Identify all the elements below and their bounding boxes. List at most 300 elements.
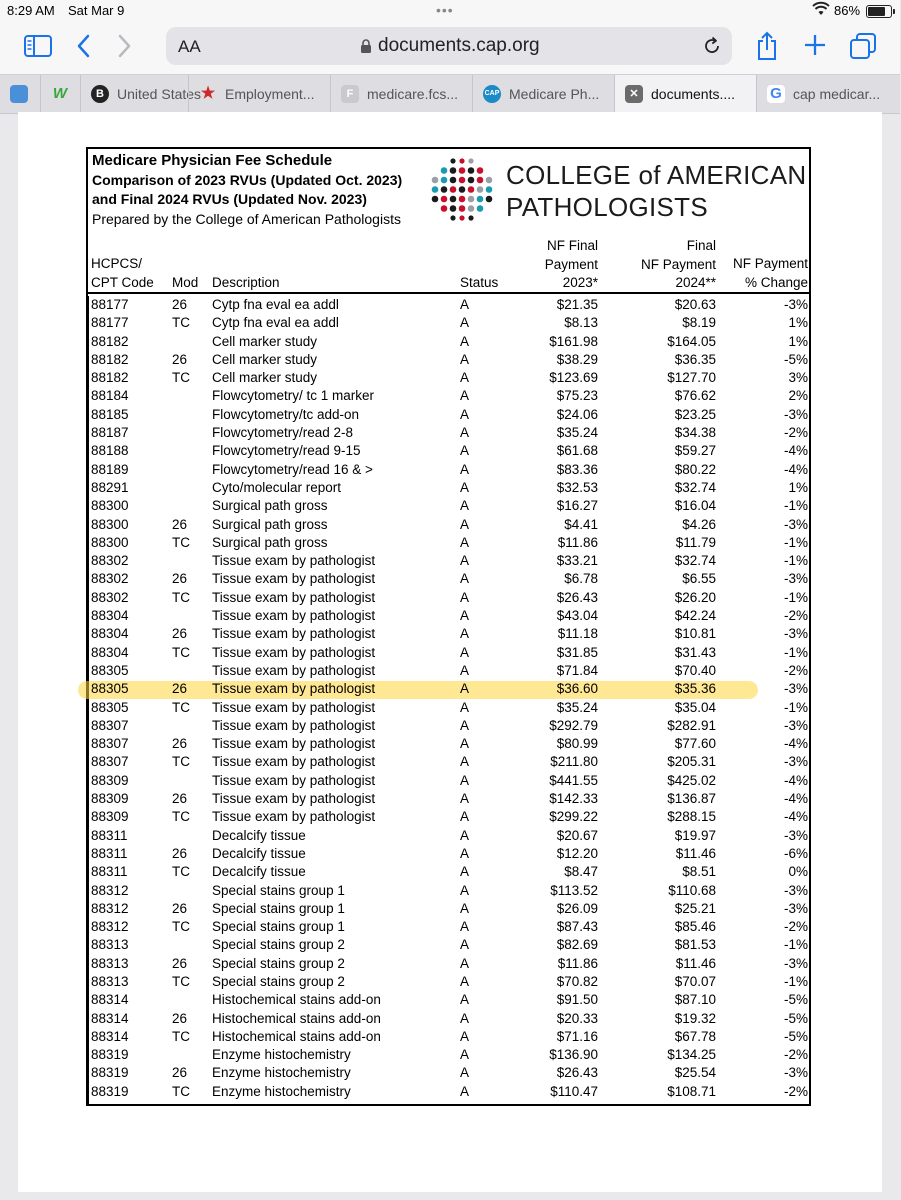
cell-payment-2024: $11.79 [675, 534, 716, 550]
cell-payment-2023: $71.84 [556, 662, 598, 678]
cell-status: A [460, 937, 470, 953]
cell-percent-change: -4% [783, 809, 808, 825]
back-icon[interactable] [76, 34, 90, 63]
cell-mod: TC [172, 699, 190, 715]
cell-percent-change: -4% [783, 736, 808, 752]
cell-status: A [460, 461, 470, 477]
cell-mod: TC [172, 534, 190, 550]
tab-item[interactable] [330, 75, 473, 113]
cell-status: A [460, 644, 470, 660]
cell-payment-2024: $32.74 [674, 553, 716, 569]
cell-mod: TC [172, 919, 190, 935]
cell-description: Tissue exam by pathologist [212, 717, 376, 733]
cell-status: A [460, 1010, 470, 1026]
table-row-highlighted [88, 680, 809, 698]
tab-favicon: CAP [483, 85, 501, 103]
tab-label: United States [117, 86, 202, 102]
cell-payment-2023: $24.06 [556, 406, 598, 422]
cell-code: 88302 [91, 589, 129, 605]
cell-percent-change: -3% [783, 406, 808, 422]
cell-payment-2024: $164.05 [667, 333, 716, 349]
cell-description: Special stains group 2 [212, 955, 345, 971]
cell-payment-2023: $123.69 [549, 370, 598, 386]
cell-percent-change: -3% [783, 900, 808, 916]
cell-payment-2023: $20.67 [556, 827, 598, 843]
cell-status: A [460, 681, 470, 697]
address-bar[interactable] [166, 27, 732, 65]
cell-status: A [460, 992, 470, 1008]
cell-percent-change: -3% [783, 882, 808, 898]
table-row [88, 900, 809, 918]
sidebar-icon[interactable] [24, 35, 52, 62]
cell-description: Tissue exam by pathologist [212, 553, 376, 569]
multitasking-dots-icon[interactable]: ••• [436, 2, 454, 18]
cell-mod: TC [172, 370, 190, 386]
cell-status: A [460, 297, 470, 312]
cell-payment-2023: $70.82 [556, 973, 598, 989]
cell-payment-2023: $8.13 [564, 315, 598, 331]
table-row [88, 772, 809, 790]
cell-mod: 26 [172, 1065, 188, 1081]
cell-code: 88319 [91, 1083, 129, 1099]
table-row [88, 717, 809, 735]
cell-percent-change: -5% [783, 351, 808, 367]
cell-mod: 26 [172, 791, 188, 807]
cell-payment-2024: $77.60 [674, 736, 716, 752]
cell-payment-2023: $38.29 [556, 351, 598, 367]
cell-description: Flowcytometry/tc add-on [212, 406, 360, 422]
cell-payment-2023: $6.78 [564, 571, 598, 587]
cell-description: Special stains group 1 [212, 919, 345, 935]
cell-description: Decalcify tissue [212, 827, 306, 843]
cell-status: A [460, 900, 470, 916]
cell-payment-2024: $76.62 [674, 388, 716, 404]
org-name-line: COLLEGE of AMERICAN [506, 160, 807, 190]
new-tab-icon[interactable] [804, 34, 826, 61]
cell-code: 88309 [91, 809, 129, 825]
cell-description: Cell marker study [212, 333, 318, 349]
cell-status: A [460, 882, 470, 898]
cell-payment-2024: $110.68 [668, 882, 716, 898]
cell-payment-2023: $43.04 [556, 608, 598, 624]
cell-percent-change: -2% [783, 662, 808, 678]
status-time: 8:29 AM [7, 3, 55, 18]
table-row [88, 625, 809, 643]
cell-code: 88309 [91, 791, 129, 807]
tab-overview-icon[interactable] [850, 33, 876, 64]
battery-percent: 86% [834, 3, 861, 18]
cell-status: A [460, 772, 470, 788]
cell-payment-2024: $59.27 [674, 443, 716, 459]
cell-description: Decalcify tissue [212, 864, 306, 880]
cell-code: 88312 [91, 882, 129, 898]
tab-item[interactable] [756, 75, 901, 113]
cell-percent-change: -5% [783, 992, 808, 1008]
cell-status: A [460, 534, 470, 550]
tab-favicon: F [341, 85, 359, 103]
cell-percent-change: -3% [783, 955, 808, 971]
cell-payment-2024: $25.54 [674, 1065, 716, 1081]
cell-percent-change: -2% [783, 1083, 808, 1099]
cell-mod: 26 [172, 900, 188, 916]
cell-code: 88312 [91, 919, 129, 935]
cell-description: Cyto/molecular report [212, 479, 342, 495]
cell-percent-change: -4% [783, 443, 808, 459]
cell-code: 88187 [91, 425, 129, 441]
cell-description: Cytp fna eval ea addl [212, 315, 339, 331]
table-row [88, 479, 809, 497]
cell-mod: TC [172, 1083, 190, 1099]
cell-code: 88305 [91, 681, 129, 697]
cell-payment-2024: $282.91 [667, 717, 716, 733]
cell-payment-2023: $32.53 [556, 479, 598, 495]
cell-percent-change: -1% [783, 644, 808, 660]
cell-payment-2024: $8.51 [682, 864, 716, 880]
cell-status: A [460, 388, 470, 404]
table-row [88, 1064, 809, 1082]
cell-payment-2023: $11.86 [557, 955, 598, 971]
cell-description: Flowcytometry/read 2-8 [212, 425, 354, 441]
cell-percent-change: -5% [783, 1010, 808, 1026]
table-row [88, 1010, 809, 1028]
cell-percent-change: 1% [788, 479, 808, 495]
table-row [88, 589, 809, 607]
table-row [88, 497, 809, 515]
table-row [88, 1083, 809, 1101]
cell-percent-change: 1% [788, 333, 808, 349]
table-row [88, 442, 809, 460]
cell-percent-change: -6% [783, 845, 808, 861]
cap-logo-icon [428, 155, 496, 225]
cell-percent-change: -3% [783, 516, 808, 532]
cell-mod: TC [172, 644, 190, 660]
cell-percent-change: -2% [783, 1047, 808, 1063]
cell-payment-2024: $134.25 [667, 1047, 716, 1063]
cell-description: Flowcytometry/ tc 1 marker [212, 388, 375, 404]
table-row [88, 333, 809, 351]
cell-payment-2023: $441.55 [549, 772, 598, 788]
table-row [88, 607, 809, 625]
table-row [88, 424, 809, 442]
cell-code: 88291 [91, 479, 129, 495]
cell-payment-2023: $12.20 [556, 845, 598, 861]
cell-percent-change: -4% [783, 461, 808, 477]
cell-payment-2024: $35.04 [674, 699, 716, 715]
header-percent-change: NF Payment % Change [732, 256, 808, 290]
cell-description: Tissue exam by pathologist [212, 699, 376, 715]
cell-description: Flowcytometry/read 16 & > [212, 461, 373, 477]
cell-payment-2024: $425.02 [667, 772, 716, 788]
cell-code: 88314 [91, 1010, 129, 1026]
cell-percent-change: -4% [783, 791, 808, 807]
cell-percent-change: -1% [783, 699, 808, 715]
header-divider [88, 292, 809, 294]
status-bar [0, 0, 900, 22]
table-row [88, 662, 809, 680]
cell-payment-2024: $19.97 [674, 827, 716, 843]
cell-status: A [460, 1065, 470, 1081]
cell-status: A [460, 516, 470, 532]
cell-payment-2023: $80.99 [556, 736, 598, 752]
cell-status: A [460, 370, 470, 386]
cell-code: 88307 [91, 717, 129, 733]
document-title: Medicare Physician Fee Schedule [92, 152, 333, 169]
share-icon[interactable] [756, 31, 778, 66]
table-row [88, 314, 809, 332]
cell-payment-2023: $31.85 [556, 644, 598, 660]
cell-status: A [460, 791, 470, 807]
table-row [88, 808, 809, 826]
cell-code: 88302 [91, 553, 129, 569]
table-row [88, 516, 809, 534]
tab-item[interactable] [188, 75, 331, 113]
cell-status: A [460, 754, 470, 770]
cell-description: Enzyme histochemistry [212, 1047, 351, 1063]
cell-percent-change: 0% [788, 864, 808, 880]
cell-payment-2024: $205.31 [667, 754, 716, 770]
cell-payment-2023: $11.86 [557, 534, 598, 550]
tab-favicon [10, 85, 28, 103]
table-row [88, 955, 809, 973]
cell-code: 88313 [91, 973, 129, 989]
cell-payment-2024: $34.38 [674, 425, 716, 441]
cell-mod: 26 [172, 736, 188, 752]
cell-percent-change: -2% [783, 919, 808, 935]
cell-payment-2024: $108.71 [667, 1083, 716, 1099]
cell-mod: 26 [172, 845, 188, 861]
header-description: Description [212, 275, 280, 290]
tab-label: Employment... [225, 86, 315, 102]
cell-status: A [460, 553, 470, 569]
cell-percent-change: -2% [783, 425, 808, 441]
cell-description: Tissue exam by pathologist [212, 791, 376, 807]
reader-options-button[interactable]: AA [178, 37, 201, 56]
tab-item[interactable] [0, 75, 40, 113]
cell-payment-2024: $136.87 [667, 791, 716, 807]
cell-payment-2024: $70.07 [674, 973, 716, 989]
url-text: documents.cap.org [378, 35, 540, 56]
cell-percent-change: -3% [783, 297, 808, 312]
cell-description: Cell marker study [212, 370, 318, 386]
cell-status: A [460, 315, 470, 331]
cell-percent-change: -1% [783, 589, 808, 605]
cell-payment-2023: $91.50 [556, 992, 598, 1008]
cell-status: A [460, 589, 470, 605]
cell-payment-2023: $82.69 [556, 937, 598, 953]
battery-icon [866, 5, 892, 18]
cell-code: 88309 [91, 772, 129, 788]
header-payment-2024: Final NF Payment 2024** [640, 238, 716, 290]
cell-payment-2023: $11.18 [557, 626, 598, 642]
table-row [88, 406, 809, 424]
cell-payment-2023: $20.33 [556, 1010, 598, 1026]
cell-code: 88304 [91, 626, 129, 642]
cell-payment-2024: $10.81 [674, 626, 716, 642]
cell-code: 88313 [91, 937, 129, 953]
header-mod: Mod [172, 275, 199, 290]
cell-code: 88314 [91, 1028, 129, 1044]
org-name [506, 159, 806, 223]
cell-code: 88182 [91, 333, 129, 349]
table-body [88, 296, 809, 1101]
cell-description: Tissue exam by pathologist [212, 571, 376, 587]
cell-payment-2023: $36.60 [556, 681, 598, 697]
cell-code: 88307 [91, 736, 129, 752]
cell-percent-change: -3% [783, 626, 808, 642]
table-row [88, 1046, 809, 1064]
cell-status: A [460, 608, 470, 624]
table-row [88, 827, 809, 845]
cell-description: Special stains group 2 [212, 973, 345, 989]
cell-status: A [460, 973, 470, 989]
cell-percent-change: 3% [788, 370, 808, 386]
cell-code: 88177 [91, 297, 129, 312]
table-row [88, 461, 809, 479]
cell-description: Tissue exam by pathologist [212, 809, 376, 825]
table-row [88, 790, 809, 808]
document-subtitle: and Final 2024 RVUs (Updated Nov. 2023) [92, 191, 367, 207]
cell-status: A [460, 333, 470, 349]
reload-icon[interactable] [702, 36, 722, 61]
cell-description: Histochemical stains add-on [212, 992, 381, 1008]
cell-payment-2023: $211.80 [550, 754, 598, 770]
cell-description: Special stains group 1 [212, 882, 345, 898]
table-row [88, 973, 809, 991]
cell-mod: TC [172, 809, 190, 825]
cell-payment-2024: $19.32 [674, 1010, 716, 1026]
cell-payment-2024: $8.19 [682, 315, 716, 331]
cell-payment-2023: $26.09 [556, 900, 598, 916]
cell-mod: 26 [172, 516, 188, 532]
close-tab-icon[interactable]: ✕ [625, 85, 643, 103]
table-row [88, 735, 809, 753]
table-row [88, 534, 809, 552]
tab-item-active[interactable] [614, 75, 757, 113]
cell-code: 88184 [91, 388, 129, 404]
cell-payment-2023: $21.35 [556, 297, 598, 312]
cell-code: 88311 [91, 827, 128, 843]
cell-payment-2023: $33.21 [556, 553, 598, 569]
tab-favicon: B [91, 85, 109, 103]
cell-status: A [460, 955, 470, 971]
table-row [88, 644, 809, 662]
cell-description: Tissue exam by pathologist [212, 626, 376, 642]
cell-code: 88314 [91, 992, 129, 1008]
table-row [88, 845, 809, 863]
cell-payment-2023: $142.33 [549, 791, 598, 807]
cell-mod: 26 [172, 351, 188, 367]
cell-payment-2023: $71.16 [556, 1028, 598, 1044]
cell-description: Enzyme histochemistry [212, 1083, 351, 1099]
cell-description: Special stains group 2 [212, 937, 345, 953]
cell-payment-2024: $127.70 [667, 370, 716, 386]
org-name-line: PATHOLOGISTS [506, 192, 709, 222]
cell-payment-2023: $113.52 [550, 882, 598, 898]
lock-icon [360, 39, 372, 59]
cell-code: 88304 [91, 644, 129, 660]
tab-label: cap medicar... [793, 86, 881, 102]
cell-payment-2023: $87.43 [556, 919, 598, 935]
cell-code: 88304 [91, 608, 129, 624]
cell-percent-change: -1% [783, 498, 808, 514]
cell-code: 88189 [91, 461, 129, 477]
cell-percent-change: 1% [788, 315, 808, 331]
cell-payment-2024: $87.10 [674, 992, 716, 1008]
cell-mod: TC [172, 1028, 190, 1044]
table-row [88, 1028, 809, 1046]
cell-payment-2023: $136.90 [549, 1047, 598, 1063]
table-row [88, 863, 809, 881]
cell-payment-2024: $80.22 [674, 461, 716, 477]
tab-favicon: W [52, 85, 68, 102]
cell-payment-2023: $61.68 [556, 443, 598, 459]
cell-payment-2023: $4.41 [564, 516, 598, 532]
cell-percent-change: 2% [788, 388, 808, 404]
cell-code: 88188 [91, 443, 129, 459]
cell-mod: 26 [172, 297, 188, 312]
cell-mod: TC [172, 864, 190, 880]
cell-payment-2024: $67.78 [674, 1028, 716, 1044]
cell-payment-2023: $83.36 [556, 461, 598, 477]
cell-payment-2024: $288.15 [667, 809, 716, 825]
cell-code: 88177 [91, 315, 129, 331]
cell-code: 88300 [91, 498, 129, 514]
cell-payment-2024: $4.26 [682, 516, 716, 532]
table-row [88, 882, 809, 900]
table-row [88, 351, 809, 369]
cell-payment-2023: $26.43 [556, 589, 598, 605]
cell-payment-2023: $8.47 [564, 864, 598, 880]
cell-mod: 26 [172, 681, 188, 697]
forward-icon[interactable] [118, 34, 132, 63]
tab-item[interactable] [472, 75, 615, 113]
cell-code: 88300 [91, 534, 129, 550]
battery-fill [868, 7, 885, 16]
cell-description: Surgical path gross [212, 498, 328, 514]
cell-payment-2023: $299.22 [549, 809, 598, 825]
cell-status: A [460, 662, 470, 678]
tab-item[interactable] [40, 75, 81, 113]
cell-mod: 26 [172, 1010, 188, 1026]
cell-payment-2024: $81.53 [674, 937, 716, 953]
tab-bar [0, 74, 900, 114]
cell-code: 88311 [91, 845, 128, 861]
cell-payment-2024: $35.36 [674, 681, 716, 697]
cell-status: A [460, 736, 470, 752]
cell-mod: 26 [172, 955, 188, 971]
browser-toolbar [0, 22, 900, 74]
cell-percent-change: -3% [783, 827, 808, 843]
cell-code: 88300 [91, 516, 129, 532]
cell-mod: TC [172, 589, 190, 605]
cell-description: Special stains group 1 [212, 900, 345, 916]
header-code: HCPCS/ CPT Code [91, 256, 154, 290]
cell-payment-2024: $70.40 [674, 662, 716, 678]
cell-percent-change: -2% [783, 608, 808, 624]
cell-status: A [460, 1083, 470, 1099]
cell-payment-2024: $32.74 [674, 479, 716, 495]
cell-payment-2023: $26.43 [556, 1065, 598, 1081]
wifi-icon [812, 2, 830, 19]
cell-payment-2024: $36.35 [674, 351, 716, 367]
cell-percent-change: -3% [783, 571, 808, 587]
tab-item[interactable] [80, 75, 202, 113]
header-payment-2023: NF Final Payment 2023* [544, 238, 598, 290]
cell-payment-2023: $16.27 [556, 498, 598, 514]
cell-code: 88185 [91, 406, 129, 422]
cell-percent-change: -1% [783, 937, 808, 953]
cell-code: 88182 [91, 351, 129, 367]
